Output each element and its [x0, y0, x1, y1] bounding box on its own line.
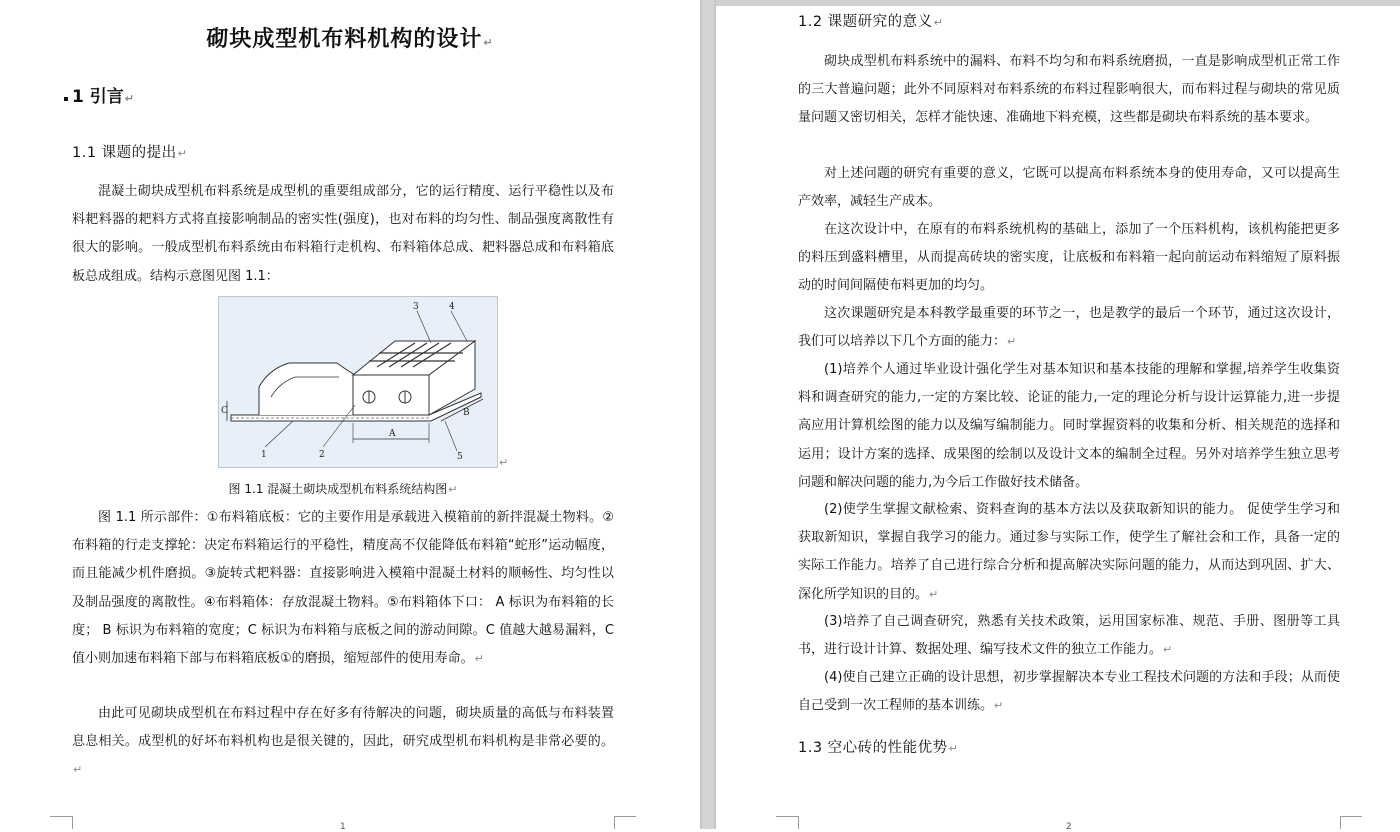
figure-label-A: A	[389, 429, 396, 439]
figure-label-1: 1	[261, 450, 267, 460]
page-corner-mark	[50, 816, 72, 817]
paragraph-r4: 这次课题研究是本科教学最重要的环节之一，也是教学的最后一个环节，通过这次设计，我们可以培养以下几个方面的能力：↵	[798, 306, 1340, 350]
list-bullet	[64, 97, 68, 101]
document-title: 砌块成型机布料机构的设计↵	[206, 27, 494, 52]
paragraph-r5: (1)培养个人通过毕业设计强化学生对基本知识和基本技能的理解和掌握,培养学生收集资料和调查研究的能力,一定的方案比较、论证的能力,一定的理论分析与设计运算能力,进一步提高应用计算机绘图的能力以及编写编制能力。同时掌握资料的收集和分析、相关规范的选择和运用；设计方案的选择、成果图的绘制以及设计文本的编制全过程。另外对培养学生独立思考问题和解决问题的能力,为今后工作做好技术储备。	[798, 362, 1340, 490]
page-number: 2	[1066, 822, 1072, 832]
paragraph-mark: ↵	[499, 456, 509, 469]
page-corner-mark	[798, 816, 799, 829]
figure-label-B: B	[463, 408, 470, 418]
heading-1-introduction: 1 引言↵	[72, 87, 134, 107]
paragraph-r6: (2)使学生掌握文献检索、资料查询的基本方法以及获取新知识的能力。 促使学生学习和获取新知识，掌握自我学习的能力。通过参与实际工作，使学生了解社会和工作，具备一定的实际工作能力。培养了自己进行综合分析和提高解决实际问题的能力，从而达到巩固、扩大、深化所学知识的目的。↵	[798, 502, 1340, 602]
heading-1-1: 1.1 课题的提出↵	[72, 145, 188, 161]
page-gutter	[700, 0, 716, 829]
page-corner-mark	[614, 816, 636, 817]
heading-1-3: 1.3 空心砖的性能优势↵	[798, 740, 959, 756]
page-corner-mark	[1340, 816, 1341, 829]
figure-label-2: 2	[319, 450, 325, 460]
figure-label-4: 4	[449, 302, 455, 312]
paragraph-r8: (4)使自己建立正确的设计思想，初步掌握解决本专业工程技术问题的方法和手段；从而使自己受到一次工程师的基本训练。↵	[798, 670, 1340, 714]
paragraph-r7: (3)培养了自己调查研究，熟悉有关技术政策，运用国家标准、规范、手册、图册等工具书，进行设计计算、数据处理、编写技术文件的独立工作能力。↵	[798, 614, 1340, 658]
page-corner-mark	[776, 816, 798, 817]
page-number: 1	[340, 822, 346, 829]
paragraph-r3: 在这次设计中，在原有的布料系统机构的基础上，添加了一个压料机构，该机构能把更多的料压到盛料槽里，从而提高砖块的密实度，让底板和布料箱一起向前运动布料缩短了原料振动的时间间隔使布料更加的均匀。	[798, 222, 1340, 294]
paragraph-1: 混凝土砌块成型机布料系统是成型机的重要组成部分，它的运行精度、运行平稳性以及布料耙料器的耙料方式将直接影响制品的密实性(强度)，也对布料的均匀性、制品强度离散性有很大的影响。一般成型机布料系统由布料箱行走机构、布料箱体总成、耙料器总成和布料箱底板总成组成。结构示意图见图 1.1：	[72, 184, 614, 284]
page-corner-mark	[1340, 816, 1362, 817]
paragraph-r1: 砌块成型机布料系统中的漏料、布料不均匀和布料系统磨损，一直是影响成型机正常工作的三大普遍问题；此外不同原料对布料系统的布料过程影响很大，而布料过程与砌块的常见质量问题又密切相关，怎样才能快速、准确地下料充模，这些都是砌块布料系统的基本要求。	[798, 54, 1340, 126]
figure-label-C: C	[221, 406, 228, 416]
figure-label-5: 5	[457, 452, 463, 462]
paragraph-r2: 对上述问题的研究有重要的意义，它既可以提高布料系统本身的使用寿命，又可以提高生产效率，减轻生产成本。	[798, 166, 1340, 210]
paragraph-2: 图 1.1 所示部件：①布料箱底板：它的主要作用是承载进入模箱前的新拌混凝土物料。②布料箱的行走支撑轮：决定布料箱运行的平稳性，精度高不仅能降低布料箱“蛇形”运动幅度，而且能减少机件磨损。③旋转式耙料器：直接影响进入模箱中混凝土材料的顺畅性、均匀性以及制品强度的离散性。④布料箱体：存放混凝土物料。⑤布料箱体下口： A 标识为布料箱的长度； B 标识为布料箱的宽度；C 标识为布料箱与底板之间的游动间隙。C 值越大越易漏料，C 值小则加速布料箱下部与布料箱底板①的磨损，缩短部件的使用寿命。↵	[72, 510, 614, 667]
page-corner-mark	[72, 816, 73, 829]
figure-1-1-diagram	[218, 296, 498, 468]
heading-1-2: 1.2 课题研究的意义↵	[798, 14, 944, 30]
page-top-shadow	[716, 0, 1400, 6]
figure-label-3: 3	[413, 302, 419, 312]
document-page-left	[0, 0, 700, 829]
page-corner-mark	[614, 816, 615, 829]
figure-caption: 图 1.1 混凝土砌块成型机布料系统结构图↵	[228, 482, 458, 496]
figure-svg	[219, 297, 497, 467]
paragraph-3: 由此可见砌块成型机在布料过程中存在好多有待解决的问题，砌块质量的高低与布料装置息息相关。成型机的好坏布料机构也是很关键的，因此，研究成型机布料机构是非常必要的。↵	[72, 706, 614, 777]
